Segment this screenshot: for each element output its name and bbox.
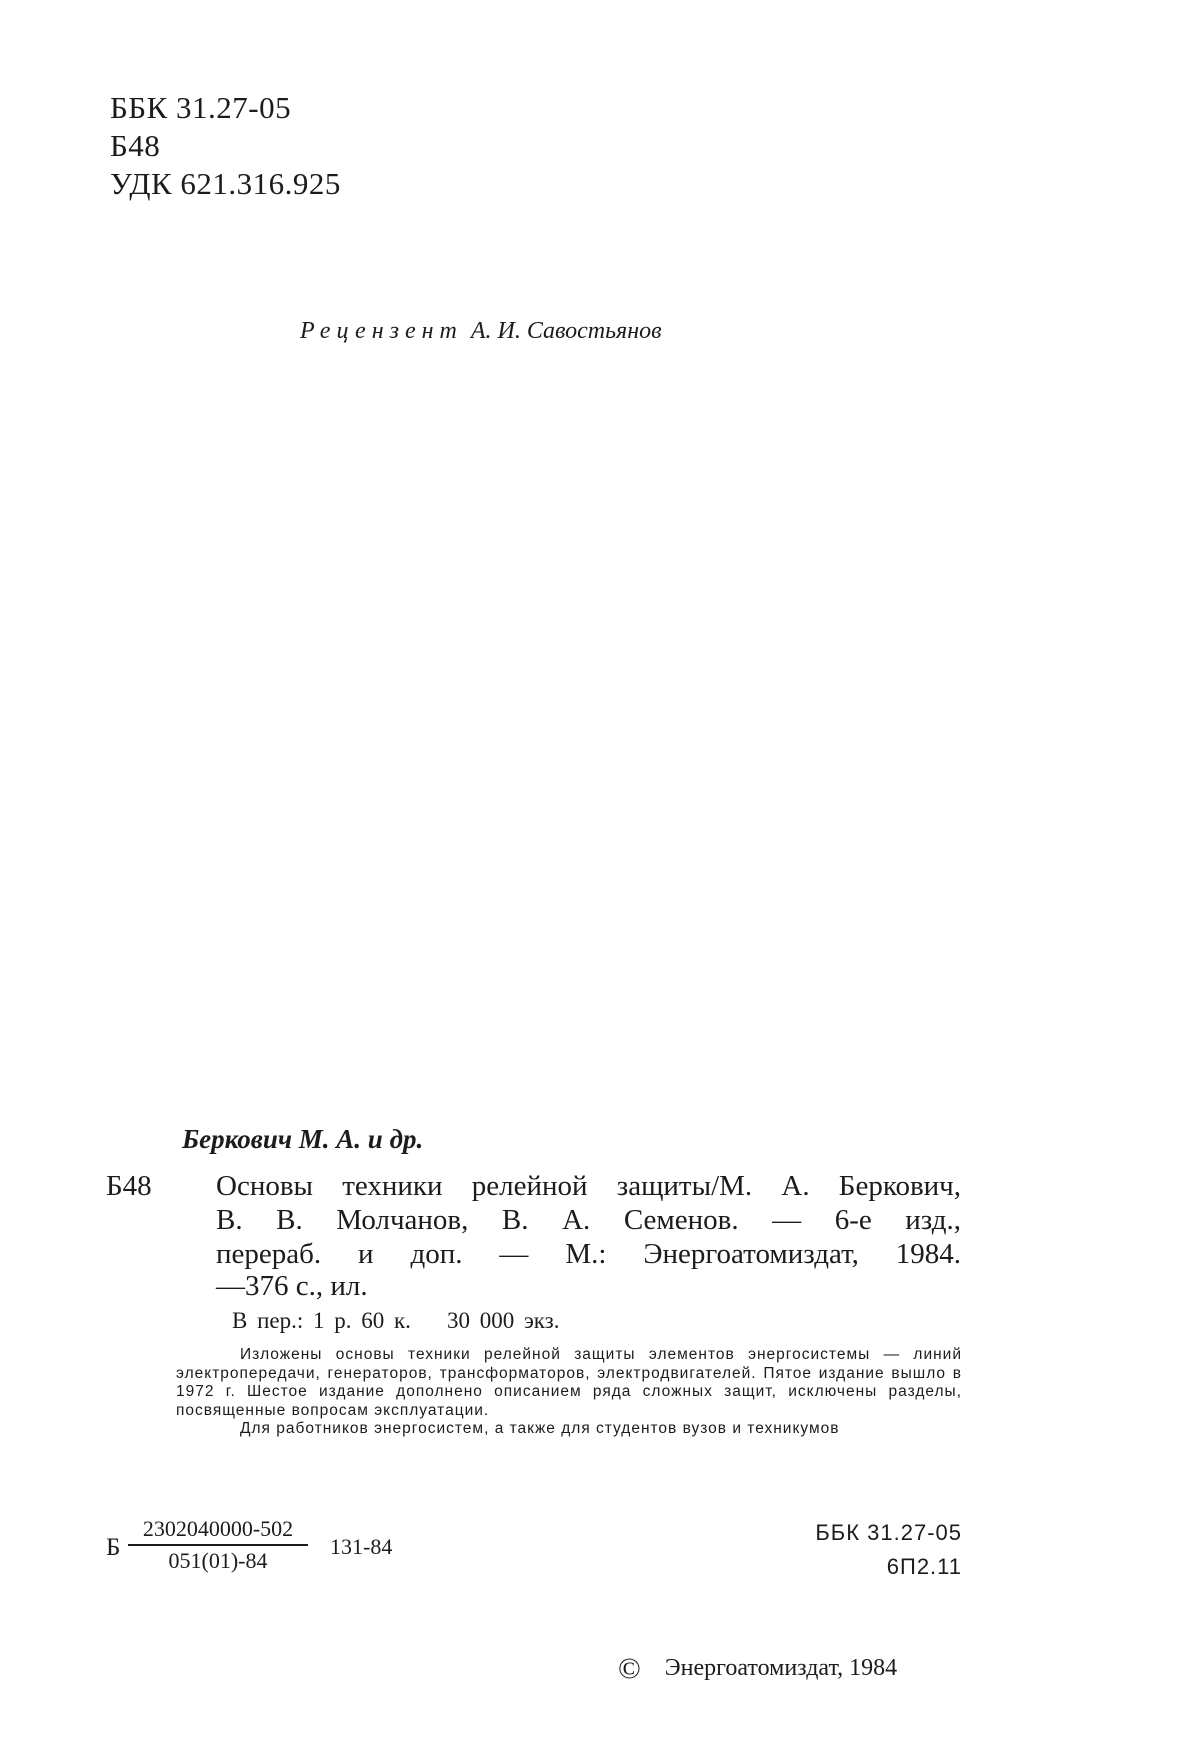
abstract	[176, 1346, 962, 1439]
reviewer-label: Рецензент	[300, 318, 463, 344]
entry-code: Б48	[106, 1170, 152, 1202]
copyright-icon: ©	[618, 1652, 641, 1685]
copyright-text: Энергоатомиздат, 1984	[664, 1655, 898, 1681]
index-code: Б48	[110, 128, 161, 163]
bib-line: Основы техники релейной защиты/М. А. Беркович,	[216, 1170, 961, 1202]
index-suffix: 131-84	[330, 1534, 393, 1559]
bib-line: В. В. Молчанов, В. А. Семенов. — 6-е изд.,	[216, 1204, 961, 1236]
reviewer	[300, 318, 662, 345]
index-numerator: 2302040000-502	[142, 1516, 294, 1541]
abstract-paragraph: Для работников энергосистем, а также для студентов вузов и техникумов	[240, 1420, 840, 1437]
abstract-paragraph: Изложены основы техники релейной защиты элементов энергосистемы — линий электропередачи, генераторов, трансформаторов, электродвигателей. Пятое издание вышло в 1972 г. Шестое издание дополнено описанием ряда сложных защит, исключены разделы, посвященные вопросам эксплуатации.	[176, 1346, 962, 1419]
bib-line: —376 с., ил.	[216, 1270, 368, 1302]
circulation: 30 000 экз.	[446, 1308, 560, 1333]
copyright	[618, 1652, 897, 1686]
price: В пер.: 1 р. 60 к.	[232, 1308, 411, 1333]
udk-code: УДК 621.316.925	[110, 166, 341, 201]
index-fraction	[128, 1516, 308, 1574]
bbk-right-sub: 6П2.11	[886, 1554, 962, 1579]
bbk-right-block	[815, 1516, 962, 1584]
bib-line: перераб. и доп. — М.: Энергоатомиздат, 1984.	[216, 1238, 961, 1270]
index-letter: Б	[106, 1534, 121, 1561]
reviewer-name: А. И. Савостьянов	[470, 318, 662, 344]
bbk-code: ББК 31.27-05	[110, 90, 292, 125]
bbk-right-code: ББК 31.27-05	[815, 1520, 962, 1545]
index-denominator: 051(01)-84	[168, 1548, 268, 1573]
author-heading: Беркович М. А. и др.	[182, 1124, 424, 1154]
price-line	[232, 1308, 560, 1334]
